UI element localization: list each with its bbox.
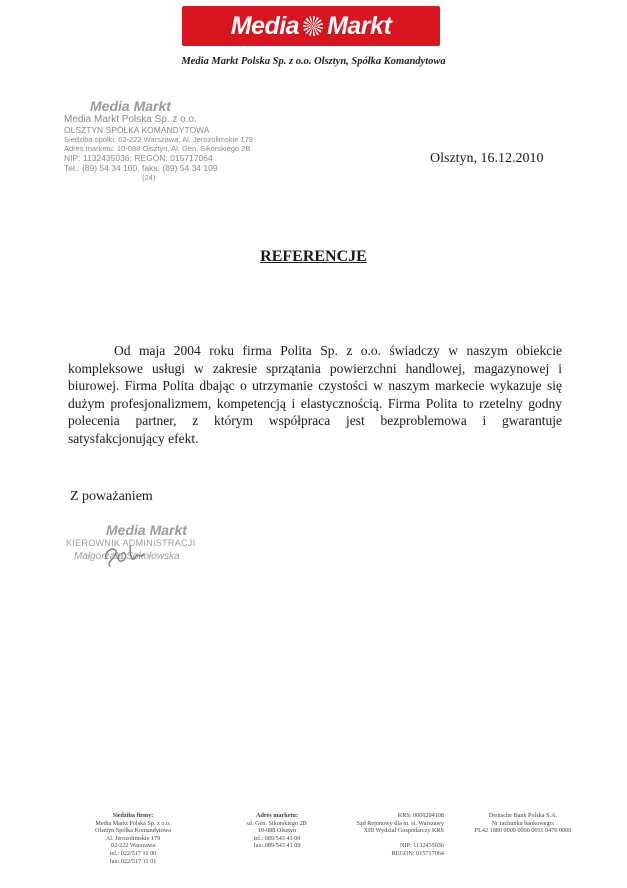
footer-line: tel.: 022/517 11 00 (109, 849, 157, 857)
footer-registry (344, 812, 444, 858)
handwritten-signature (100, 536, 160, 570)
stamp-line: Media Markt Polska Sp. z o.o. (64, 114, 197, 125)
stamp-line: NIP: 1132435036; REGON: 015717064 (64, 153, 213, 163)
document-date: Olsztyn, 16.12.2010 (430, 151, 544, 166)
footer-bank (468, 812, 578, 835)
stamp-line: OLSZTYN SPÓŁKA KOMANDYTOWA (64, 125, 210, 135)
footer-line: Nr rachunku bankowego: (491, 819, 555, 827)
body-paragraph: Od maja 2004 roku firma Polita Sp. z o.o. świadczy w naszym obiekcie kompleksowe usługi w zakresie sprzątania powierzchni handlowej, magazynowej i biurowej. Firma Polita dbając o utrzymanie czystości w naszym markecie wykazuje się dużym profesjonalizmem, kompetencją i elastycznością. Firma Polita to rzetelny godny polecenia partner, z którym współpraca jest bezproblemowa i gwarantuje satysfakcjonujący efekt. (68, 343, 562, 446)
media-markt-logo (182, 6, 440, 46)
stamp-line: Adres marketu: 10-088 Olsztyn, Al. Gen. Sikorskiego 2B (64, 144, 251, 153)
logo-wordmark (231, 12, 392, 41)
stamp-logo: Media Markt (90, 98, 171, 114)
footer-line: Olsztyn Spółka Komandytowa (95, 827, 171, 835)
footer-line: tel.: 089/543 41 00 (253, 834, 301, 842)
footer-line: 02-222 Warszawa (110, 842, 156, 850)
footer-line: Deutsche Bank Polska S.A. (488, 812, 558, 819)
signature-stamp-role: KIEROWNIK ADMINISTRACJI (66, 538, 196, 548)
stamp-line: Tel.: (89) 54 34 100, faks: (89) 54 34 109 (64, 163, 218, 173)
footer-market-address (237, 812, 317, 850)
logo-text-right: Markt (327, 11, 392, 40)
footer-line: KRS: 0000204108 (397, 812, 444, 819)
footer-line: Sąd Rejonowy dla m. st. Warszawy (356, 819, 444, 827)
footer-line: 10-088 Olsztyn (257, 827, 297, 835)
footer-line: NIP: 1132435036 (400, 842, 444, 850)
footer-line: REGON: 015717064 (391, 849, 444, 857)
footer-line: fax: 089/543 41 09 (253, 842, 301, 850)
footer-line: Media Markt Polska Sp. z o.o. (95, 819, 171, 827)
footer-line: XIII Wydział Gospodarczy KRS (363, 827, 444, 835)
closing-phrase: Z poważaniem (70, 489, 153, 504)
stamp-line: Siedziba spółki: 02-222 Warszawa, Al. Jerozolimskie 179 (64, 135, 253, 144)
company-line: Media Markt Polska Sp. z o.o. Olsztyn, Spółka Komandytowa (181, 56, 446, 67)
document-title: REFERENCJE (260, 248, 367, 265)
logo-text-left: Media (230, 11, 300, 40)
footer-line: Adres marketu: (256, 812, 298, 819)
footer-line: Siedziba firmy: (112, 812, 154, 819)
signature-stamp-name: Małgorzata Sokołowska (74, 551, 180, 562)
signature-stamp-logo: Media Markt (106, 522, 187, 538)
company-stamp (60, 98, 253, 182)
footer-line: Al. Jerozolimskie 179 (105, 834, 161, 842)
footer-line: ul. Gen. Sikorskiego 2B (247, 819, 307, 827)
footer-line: PL42 1880 0009 0000 0011 0470 0000 (474, 827, 572, 835)
footer-spacer (344, 835, 444, 843)
stamp-line: (24) (142, 173, 156, 182)
logo-burst-icon (303, 16, 323, 36)
footer-line: fax: 022/517 11 01 (109, 857, 157, 865)
footer-company-address (90, 812, 176, 865)
